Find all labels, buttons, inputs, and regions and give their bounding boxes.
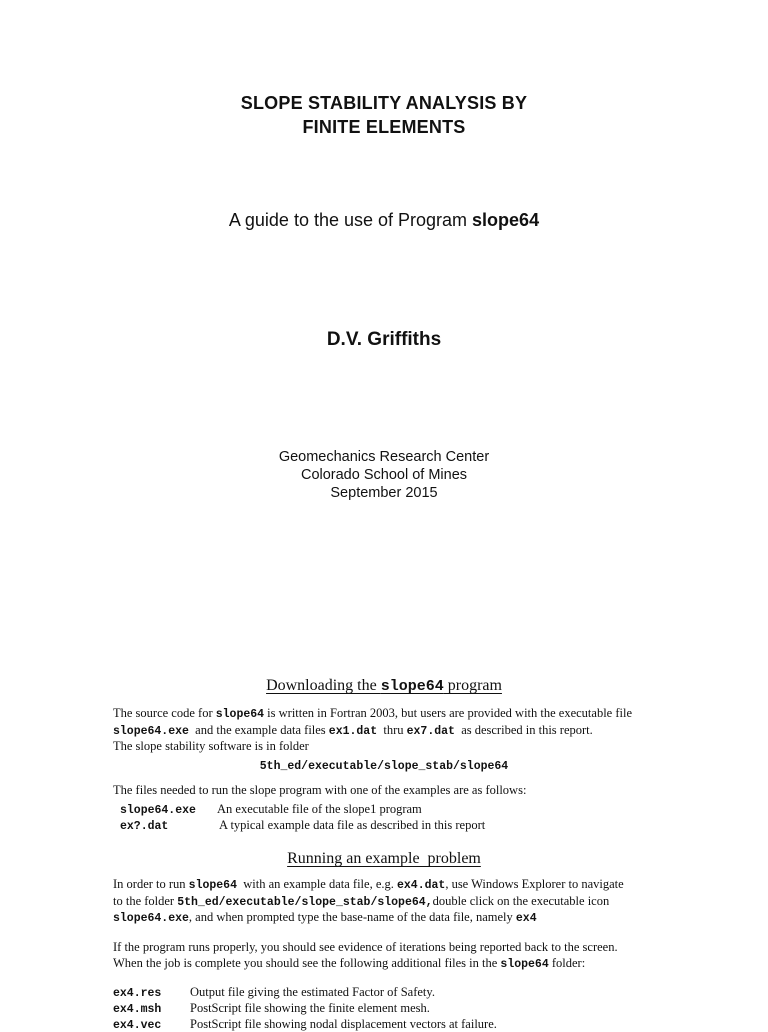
file-name: slope64.exe [120,804,196,817]
file-description: A typical example data file as described in this report [219,818,486,832]
running-paragraph-1 [113,877,658,927]
text-run: double click on the executable icon [432,893,610,908]
output-file-entry [113,985,435,1000]
text-line: The slope stability software is in folder [113,739,309,753]
text-run: as described in this report. [454,722,593,737]
output-file-name: ex4.res [113,987,162,1000]
output-file-description: PostScript file showing the finite element mesh. [190,1001,430,1015]
document-title-line1: SLOPE STABILITY ANALYSIS BY [240,93,528,113]
code-run: slope64 [215,708,265,721]
code-run: slope64.exe [113,724,189,738]
code-run: ex4.dat [397,879,446,892]
output-file-entry [113,1001,430,1016]
code-run: ex4 [515,912,537,925]
text-run: thru [377,722,407,737]
file-entry [120,818,485,833]
publication-date: September 2015 [330,485,438,501]
text-run: When the job is complete you should see the following additional files in the [113,955,501,970]
files-intro: The files needed to run the slope program with one of the examples are as follows: [113,783,527,797]
file-description: An executable file of the slope1 program [217,802,422,816]
affiliation-line2: Colorado School of Mines [300,467,468,483]
text-run: The source code for [113,706,216,720]
code-run: ex7.dat [406,724,455,738]
output-file-name: ex4.vec [113,1019,162,1032]
code-run: slope64 [500,957,549,971]
download-heading-post: program [443,677,502,694]
running-heading-text: Running an example problem [287,850,481,867]
output-file-name: ex4.msh [113,1003,162,1016]
subtitle-text: A guide to the use of Program [228,210,473,230]
text-run: , use Windows Explorer to navigate [445,877,624,891]
download-heading-pre: Downloading the [266,677,381,694]
text-line: If the program runs properly, you should see evidence of iterations being reported back to the screen. [113,940,618,954]
document-subtitle [0,210,768,231]
folder-path: 5th_ed/executable/slope_stab/slope64 [259,760,509,773]
running-heading [0,850,768,868]
code-run: slope64.exe [113,912,189,925]
text-run: and the example data files [188,722,329,737]
text-run: with an example data file, e.g. [236,877,397,891]
output-file-entry [113,1017,497,1032]
download-heading [0,677,768,695]
text-run: In order to run [113,877,189,891]
download-heading-code: slope64 [380,678,444,695]
author-name: D.V. Griffiths [326,329,442,350]
text-run: is written in Fortran 2003, but users are provided with the executable file [264,706,633,720]
file-entry [120,802,422,817]
output-file-description: PostScript file showing nodal displacement vectors at failure. [190,1017,497,1031]
running-paragraph-2 [113,940,658,972]
code-run: 5th_ed/executable/slope_stab/slope64, [177,895,433,909]
text-run: to the folder [113,893,178,908]
affiliation-line1: Geomechanics Research Center [278,449,490,465]
file-name: ex?.dat [120,820,169,833]
code-run: ex1.dat [328,724,378,738]
subtitle-program: slope64 [472,210,540,230]
text-run: , and when prompted type the base-name of the data file, namely [188,910,516,924]
output-file-description: Output file giving the estimated Factor of Safety. [190,985,435,999]
document-title-line2: FINITE ELEMENTS [302,117,466,137]
code-run: slope64 [188,879,237,892]
download-paragraph [113,706,658,755]
text-run: folder: [548,955,586,970]
